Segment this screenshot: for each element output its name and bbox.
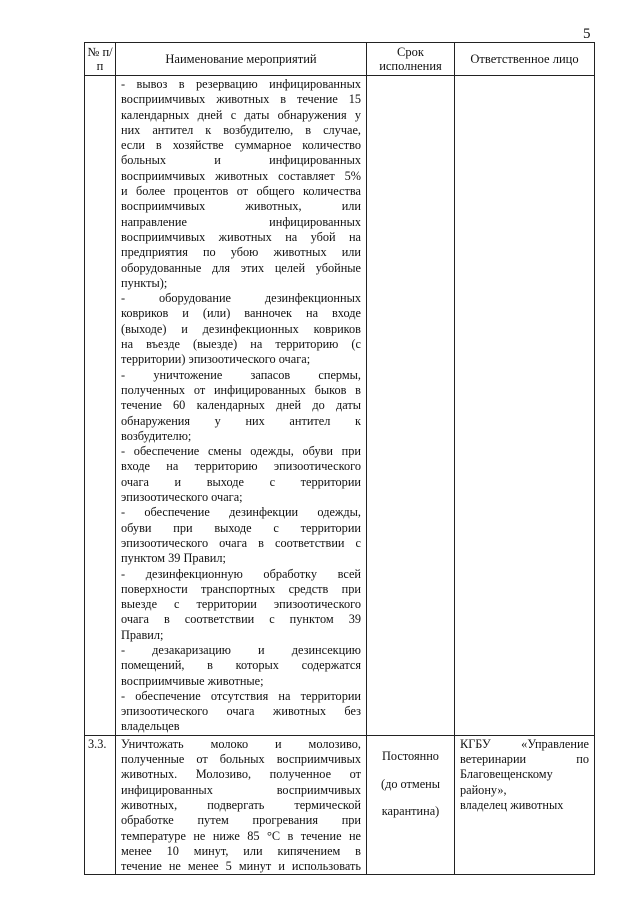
measure-text [116, 76, 366, 735]
measure-text [116, 736, 366, 875]
text-line: животных, подвергать термической [121, 797, 361, 812]
text-line: восприимчивых животных на убой на [121, 229, 361, 244]
text-line: территории) эпизоотического очага; [121, 352, 311, 367]
row-number: 3.3. [88, 736, 107, 751]
text-line: Уничтожать молоко и молозиво, [121, 736, 361, 751]
text-line: карантина) [381, 804, 440, 819]
text-line: (выходе) и дезинфекционных ковриков [121, 321, 361, 336]
text-line: - уничтожение запасов спермы, [121, 367, 361, 382]
responsible-cell [455, 76, 595, 736]
text-line: пункты); [121, 275, 168, 290]
text-line: - обеспечение смены одежды, обуви при [121, 444, 361, 459]
text-line: восприимчивые животные; [121, 673, 264, 688]
text-line: инфицированных восприимчивых [121, 782, 361, 797]
text-line: входе на территорию эпизоотического [121, 459, 361, 474]
text-line: КГБУ «Управление [460, 736, 589, 751]
text-line: Постоянно [382, 749, 439, 764]
text-line: температуре не ниже 85 °С в течение не [121, 828, 361, 843]
measure-cell [116, 735, 367, 875]
text-line: обуви при выходе с территории [121, 520, 361, 535]
text-line: возбудителю; [121, 428, 192, 443]
text-line: восприимчивых животных, или [121, 199, 361, 214]
measure-cell [116, 76, 367, 736]
header-term: Срок исполнения [367, 43, 455, 76]
table-row [85, 735, 595, 875]
table-header [85, 43, 595, 76]
text-line: владельцев [121, 719, 180, 734]
row-number-cell [85, 76, 116, 736]
text-line: владелец животных [460, 797, 564, 812]
text-line: на въезде (выезде) на территорию (с [121, 337, 361, 352]
text-line: поверхности транспортных средств при [121, 581, 361, 596]
text-line: календарных дней с даты обнаружения у [121, 107, 361, 122]
text-line: району», [460, 782, 507, 797]
text-line: течение не менее 5 минут и использовать [121, 859, 361, 874]
text-line: если в хозяйстве суммарное количество [121, 138, 361, 153]
text-line: эпизоотического очага животных без [121, 704, 361, 719]
text-line: оборудованные для этих целей убойные [121, 260, 361, 275]
text-line: помещений, в которых содержатся [121, 658, 361, 673]
row-number-cell [85, 735, 116, 875]
text-line: полученные от больных восприимчивых [121, 752, 361, 767]
text-line: больных и инфицированных [121, 153, 361, 168]
text-line: эпизоотического очага в соответствии с [121, 535, 361, 550]
header-responsible: Ответственное лицо [455, 43, 595, 76]
text-line: восприимчивых животных составляет 5% [121, 168, 361, 183]
responsible-cell [455, 735, 595, 875]
text-line: направление инфицированных [121, 214, 361, 229]
text-line: - вывоз в резервацию инфицированных [121, 77, 361, 91]
text-line: предприятия по убою животных или [121, 245, 361, 260]
text-line: менее 10 минут, или кипячением в [121, 843, 361, 858]
header-name: Наименование мероприятий [116, 43, 367, 76]
term-cell [367, 735, 455, 875]
text-line: эпизоотического очага; [121, 490, 243, 505]
responsible-text [455, 736, 594, 813]
text-line: очага и выходе с территории [121, 474, 361, 489]
text-line: - обеспечение дезинфекции одежды, [121, 505, 361, 520]
measures-table [84, 42, 595, 875]
text-line: - дезакаризацию и дезинсекцию [121, 642, 361, 657]
text-line: очага в соответствии с пунктом 39 [121, 612, 361, 627]
text-line: - обеспечение отсутствия на территории [121, 688, 361, 703]
text-line: и более процентов от общего количества [121, 184, 361, 199]
term-cell [367, 76, 455, 736]
text-line: (до отмены [380, 776, 441, 791]
text-line: обработке путем прогревания при [121, 813, 361, 828]
text-line: полученных от инфицированных быков в [121, 382, 361, 397]
text-line: них антител к возбудителю, в случае, [121, 122, 361, 137]
term-text [367, 736, 454, 820]
text-line: течение 60 календарных дней до даты [121, 398, 361, 413]
text-line: выезде с территории эпизоотического [121, 597, 361, 612]
text-line: животных. Молозиво, полученное от [121, 767, 361, 782]
text-line: - оборудование дезинфекционных [121, 291, 361, 306]
text-line: ковриков и (или) ванночек на входе [121, 306, 361, 321]
text-line: Правил; [121, 627, 164, 642]
text-line: Благовещенскому [460, 767, 553, 782]
text-line: ветеринарии по [460, 752, 589, 767]
text-line: обнаружения у них антител к [121, 413, 361, 428]
text-line: восприимчивых животных в течение 15 [121, 92, 361, 107]
table-row [85, 76, 595, 736]
text-line: - дезинфекционную обработку всей [121, 566, 361, 581]
header-number: № п/п [85, 43, 116, 76]
page-number: 5 [583, 26, 591, 42]
text-line: пунктом 39 Правил; [121, 551, 226, 566]
